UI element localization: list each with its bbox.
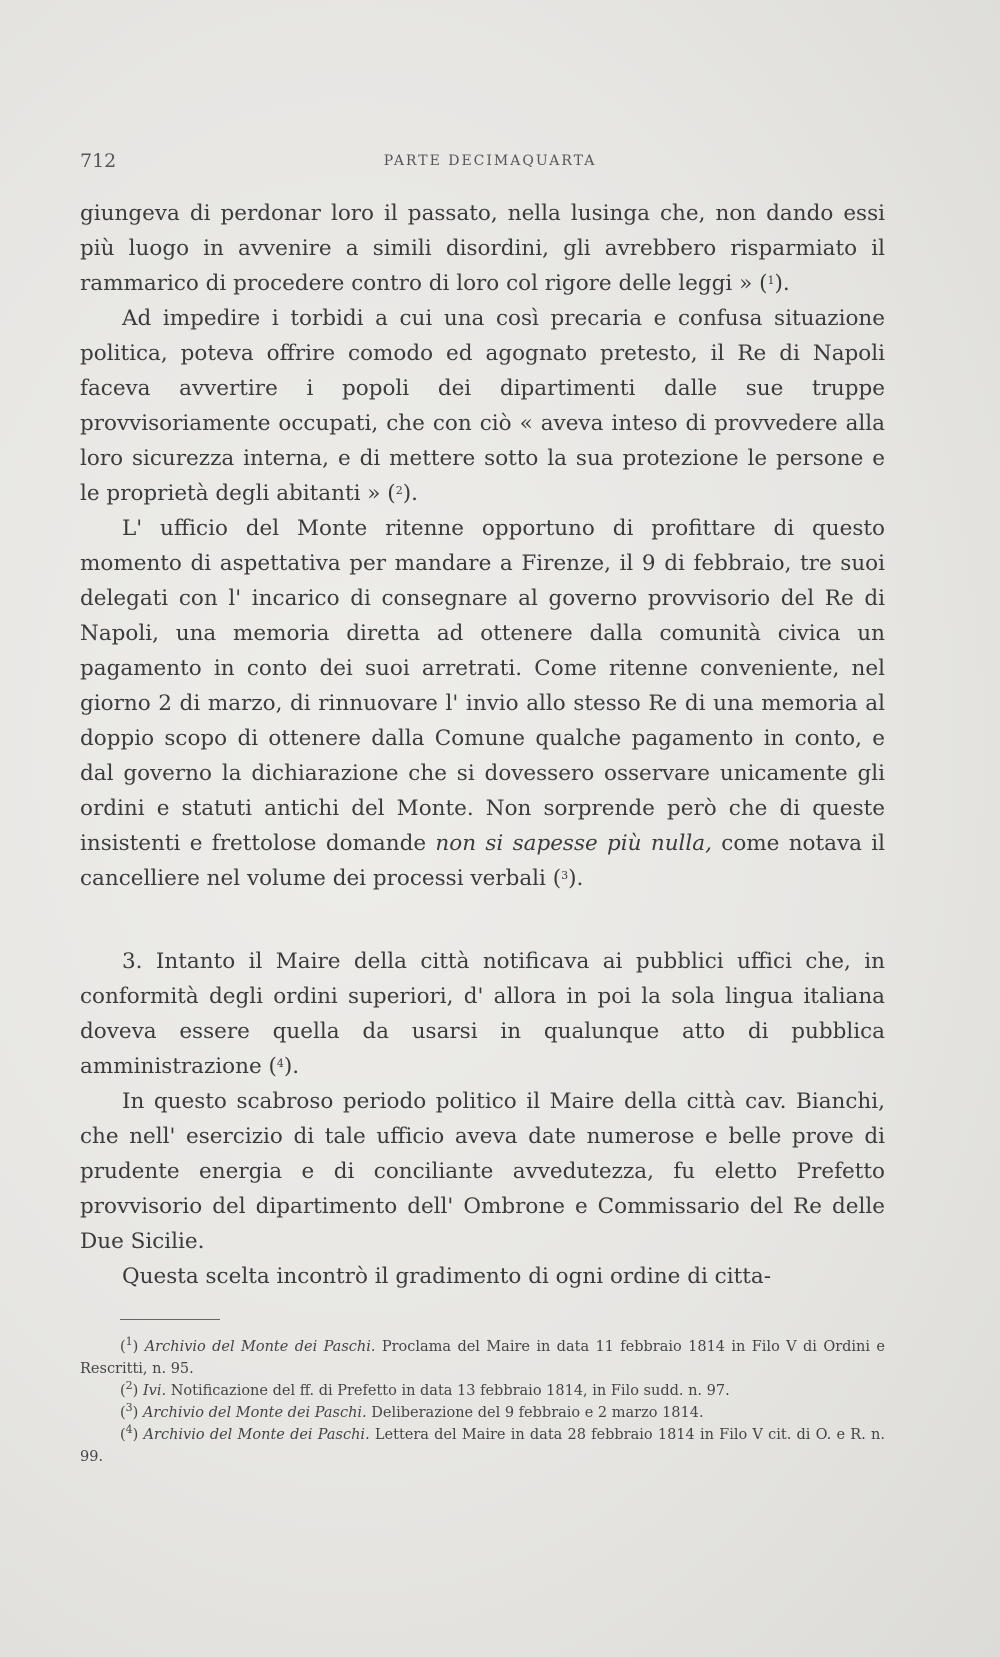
main-text	[80, 196, 885, 1294]
paragraph-2: Ad impedire i torbidi a cui una così precaria e confusa situazione politica, poteva offrire comodo ed agognato pretesto, il Re di Napoli faceva avvertire i popoli dei dipartimenti dalle sue truppe provvisoriamente occupati, che con ciò « aveva inteso di provvedere alla loro sicurezza interna, e di mettere sotto la sua protezione le persone e le proprietà degli abitanti » ($^2$).	[80, 306, 885, 506]
footnote-ref-2: 2	[395, 484, 403, 497]
paragraph-1: giungeva di perdonar loro il passato, nella lusinga che, non dando essi più luogo in avvenire a simili disordini, gli avrebbero risparmiato il rammarico di procedere contro di loro col rigore delle leggi » ($^1$).	[80, 201, 885, 296]
footnote-separator	[120, 1319, 220, 1320]
footnote-ref-3: 3	[561, 869, 569, 882]
page-number: 712	[80, 150, 117, 172]
footnote-1: ($^1$) Archivio del Monte dei Paschi. Proclama del Maire in data 11 febbraio 1814 in Filo V di Ordini e Rescritti, n. 95.	[80, 1335, 885, 1377]
footnote-4: ($^4$) Archivio del Monte dei Paschi. Lettera del Maire in data 28 febbraio 1814 in Filo V cit. di O. e R. n. 99.	[80, 1423, 885, 1465]
footnote-ref-4: 4	[276, 1057, 284, 1070]
italic-phrase: non si sapesse più nulla,	[435, 831, 712, 856]
footnote-2: ($^2$) Ivi. Notificazione del ff. di Prefetto in data 13 febbraio 1814, in Filo sudd. n. 97.	[120, 1379, 730, 1399]
running-head: PARTE DECIMAQUARTA	[383, 153, 597, 169]
paragraph-section-3: 3. Intanto il Maire della città notificava ai pubblici uffici che, in conformità degli ordini superiori, d' allora in poi la sola lingua italiana doveva essere quella da usarsi in qualunque atto di pubblica amministrazione ($^4$).	[80, 949, 885, 1079]
footnotes	[80, 1336, 885, 1468]
footnote-3: ($^3$) Archivio del Monte dei Paschi. Deliberazione del 9 febbraio e 2 marzo 1814.	[120, 1401, 704, 1421]
paragraph-5: In questo scabroso periodo politico il Maire della città cav. Bianchi, che nell' esercizio di tale ufficio aveva date numerose e belle prove di prudente energia e di conciliante avvedutezza, fu eletto Prefetto provvisorio del dipartimento dell' Ombrone e Commissario del Re delle Due Sicilie.	[80, 1089, 885, 1254]
footnote-ref-1: 1	[767, 274, 775, 287]
paragraph-6: Questa scelta incontrò il gradimento di ogni ordine di citta-	[122, 1264, 771, 1289]
paragraph-3: L' ufficio del Monte ritenne opportuno di profittare di questo momento di aspettativa per mandare a Firenze, il 9 di febbraio, tre suoi delegati con l' incarico di consegnare al governo provvisorio del Re di Napoli, una memoria diretta ad ottenere dalla comunità civica un pagamento in conto dei suoi arretrati. Come ritenne conveniente, nel giorno 2 di marzo, di rinnuovare l' invio allo stesso Re di una memoria al doppio scopo di ottenere dalla Comune qualche pagamento in conto, e dal governo la dichiarazione che si dovessero osservare unicamente gli ordini e statuti antichi del Monte. Non sorprende però che di queste insistenti e frettolose domande non si sapesse più nulla, come notava il cancelliere nel volume dei processi verbali ($^3$).	[80, 516, 885, 891]
